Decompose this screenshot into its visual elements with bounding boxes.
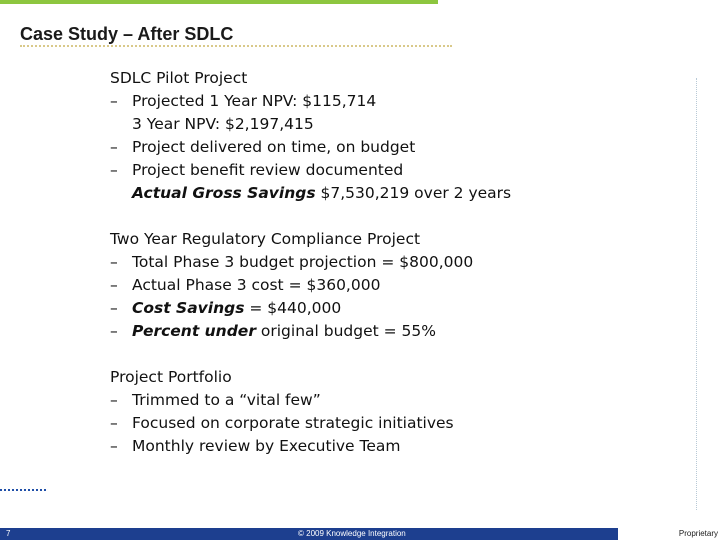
dash-bullet: – [110, 299, 118, 317]
dash-bullet: – [110, 391, 118, 409]
list-item [110, 412, 690, 435]
item-text: Project benefit review documented [132, 161, 404, 179]
list-item [110, 159, 690, 182]
item-text: Projected 1 Year NPV: $115,714 [132, 92, 377, 110]
block-heading: Project Portfolio [110, 368, 232, 386]
footer-dotted-accent [0, 489, 46, 491]
dash-bullet: – [110, 253, 118, 271]
list-item [110, 136, 690, 159]
emphasis-text: Percent under [132, 322, 256, 340]
copyright-text: © 2009 Knowledge Integration [298, 529, 406, 538]
slide-content [110, 67, 690, 458]
item-text: original budget = 55% [255, 322, 437, 340]
dash-bullet: – [110, 414, 118, 432]
dash-bullet: – [110, 92, 118, 110]
block-heading: SDLC Pilot Project [110, 69, 248, 87]
list-item [110, 90, 690, 113]
item-text: Actual Phase 3 cost = $360,000 [132, 276, 381, 294]
emphasis-text: Cost Savings [132, 299, 245, 317]
block-heading: Two Year Regulatory Compliance Project [110, 230, 421, 248]
title-divider [20, 45, 452, 47]
block-regulatory-compliance [110, 228, 690, 343]
item-text: Total Phase 3 budget projection = $800,000 [132, 253, 474, 271]
dash-bullet: – [110, 276, 118, 294]
dash-bullet: – [110, 322, 118, 340]
dash-bullet: – [110, 437, 118, 455]
dash-bullet: – [110, 161, 118, 179]
top-accent-bar [0, 0, 438, 4]
list-item [110, 251, 690, 274]
emphasis-text: Actual Gross Savings [132, 184, 316, 202]
right-divider [696, 78, 697, 510]
item-text: Focused on corporate strategic initiatives [132, 414, 454, 432]
item-text: Project delivered on time, on budget [132, 138, 416, 156]
list-item [110, 389, 690, 412]
item-text: Monthly review by Executive Team [132, 437, 401, 455]
block-sdlc-pilot [110, 67, 690, 205]
list-item [110, 274, 690, 297]
item-text: $7,530,219 over 2 years [315, 184, 512, 202]
item-text: = $440,000 [244, 299, 342, 317]
list-item [110, 297, 690, 320]
dash-bullet: – [110, 138, 118, 156]
list-item [110, 320, 690, 343]
proprietary-label: Proprietary [678, 529, 718, 538]
list-item [110, 435, 690, 458]
item-text: Trimmed to a “vital few” [132, 391, 321, 409]
item-continuation [110, 182, 690, 205]
slide-title: Case Study – After SDLC [20, 24, 234, 44]
page-number: 7 [6, 529, 11, 538]
item-continuation: 3 Year NPV: $2,197,415 [132, 115, 314, 133]
block-project-portfolio [110, 366, 690, 458]
